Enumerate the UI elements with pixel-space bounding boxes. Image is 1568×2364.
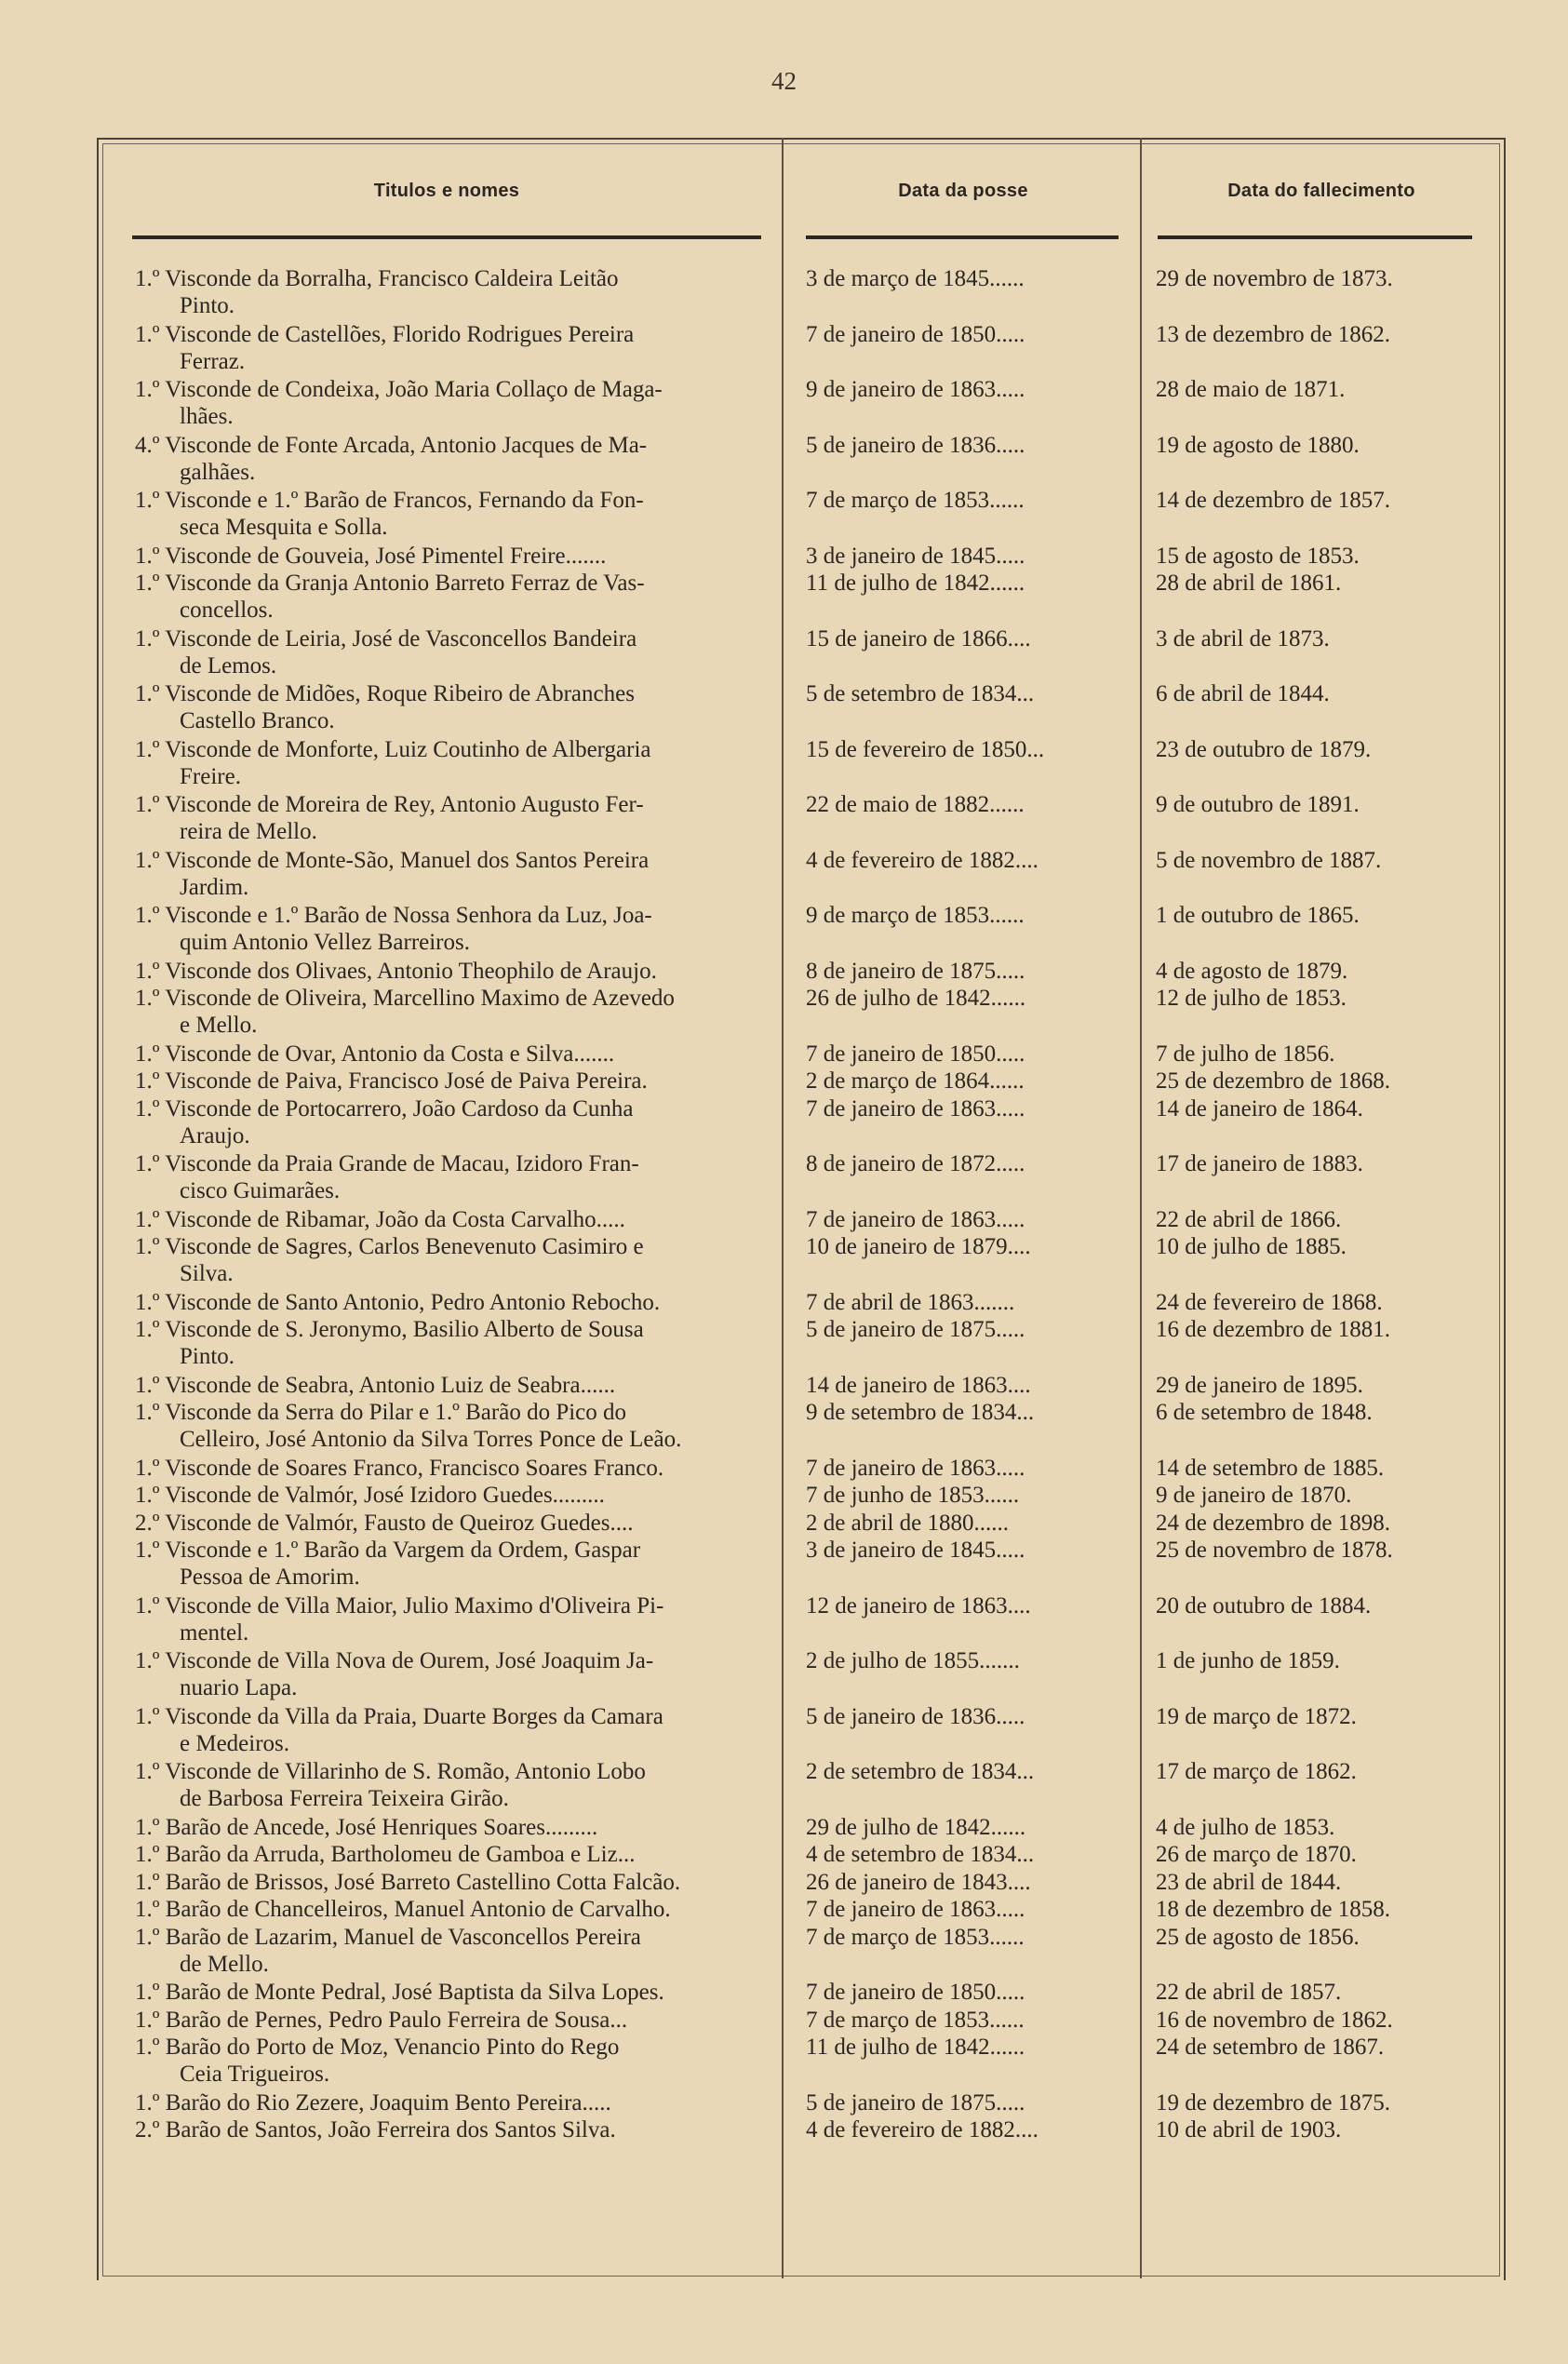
title-name-line2: Pinto. [180, 293, 235, 318]
title-name [135, 1510, 768, 1537]
title-name-line2: Pessoa de Amorim. [180, 1565, 360, 1590]
title-name-line2: Celleiro, José Antonio da Silva Torres Ponce de Leão. [180, 1427, 682, 1452]
title-name [135, 1399, 768, 1453]
title-name [135, 487, 768, 541]
title-name [135, 1647, 768, 1701]
table-row [0, 1896, 1568, 1924]
title-name [135, 902, 768, 956]
date-death: 19 de março de 1872. [1156, 1703, 1357, 1729]
table-row [0, 1814, 1568, 1842]
date-death: 9 de janeiro de 1870. [1156, 1483, 1352, 1508]
title-name [135, 1979, 768, 2006]
date-death: 16 de novembro de 1862. [1156, 2007, 1393, 2033]
header-titles-names: Titulos e nomes [373, 181, 520, 201]
date-posse: 5 de janeiro de 1875..... [806, 2089, 1025, 2116]
title-name-line2: Ferraz. [180, 348, 246, 374]
date-death: 13 de dezembro de 1862. [1156, 321, 1391, 347]
date-death: 3 de abril de 1873. [1156, 625, 1330, 651]
title-name-line1: 1.º Visconde da Villa da Praia, Duarte Borges da Camara [135, 1703, 663, 1729]
date-posse: 11 de julho de 1842...... [806, 571, 1025, 596]
header-rule [1158, 235, 1472, 239]
date-death: 6 de setembro de 1848. [1156, 1400, 1373, 1425]
date-death: 15 de agosto de 1853. [1156, 543, 1360, 569]
title-name [135, 1482, 768, 1509]
date-posse: 7 de janeiro de 1850..... [806, 1980, 1025, 2005]
header-date-posse: Data da posse [898, 181, 1028, 201]
date-death: 10 de abril de 1903. [1156, 2117, 1342, 2142]
date-posse: 5 de janeiro de 1836..... [806, 1703, 1025, 1729]
title-name [135, 1150, 768, 1204]
date-posse: 10 de janeiro de 1879.... [806, 1234, 1031, 1259]
table-row [0, 543, 1568, 571]
date-death: 7 de julho de 1856. [1156, 1041, 1335, 1067]
table-row [0, 1592, 1568, 1648]
date-posse: 8 de janeiro de 1875..... [806, 958, 1025, 984]
title-name-line2: seca Mesquita e Solla. [180, 515, 388, 540]
table-row [0, 2116, 1568, 2144]
title-name [135, 1592, 768, 1646]
title-name [135, 1206, 768, 1233]
title-name [135, 1924, 768, 1978]
date-death: 10 de julho de 1885. [1156, 1234, 1347, 1259]
date-posse: 4 de setembro de 1834... [806, 1842, 1035, 1867]
date-death: 4 de julho de 1853. [1156, 1814, 1335, 1840]
title-name-line1: 1.º Barão do Rio Zezere, Joaquim Bento Pereira..... [135, 2089, 611, 2116]
title-name-line2: Araujo. [180, 1122, 250, 1148]
title-name-line2: concellos. [180, 598, 274, 623]
title-name-line1: 1.º Visconde e 1.º Barão de Nossa Senhora da Luz, Joa- [135, 903, 652, 928]
date-death: 25 de dezembro de 1868. [1156, 1068, 1391, 1094]
table-row [0, 1979, 1568, 2007]
title-name-line1: 1.º Visconde de Santo Antonio, Pedro Antonio Rebocho. [135, 1289, 661, 1315]
title-name [135, 2089, 768, 2116]
date-death: 1 de junho de 1859. [1156, 1648, 1340, 1673]
title-name-line1: 1.º Visconde da Praia Grande de Macau, Izidoro Fran- [135, 1151, 639, 1176]
table-row [0, 1150, 1568, 1206]
title-name-line1: 1.º Visconde de Oliveira, Marcellino Maximo de Azevedo [135, 986, 675, 1011]
title-name-line1: 1.º Barão de Chancelleiros, Manuel Antonio de Carvalho. [135, 1897, 671, 1922]
title-name-line1: 1.º Visconde de Gouveia, José Pimentel Freire....... [135, 543, 607, 569]
title-name-line1: 2.º Barão de Santos, João Ferreira dos Santos Silva. [135, 2117, 616, 2142]
date-death: 28 de maio de 1871. [1156, 377, 1346, 402]
table-row [0, 321, 1568, 377]
table-row [0, 376, 1568, 432]
title-name-line2: Pinto. [180, 1344, 235, 1369]
title-name-line1: 1.º Visconde de Soares Franco, Francisco Soares Franco. [135, 1455, 664, 1481]
table-row [0, 432, 1568, 488]
title-name [135, 265, 768, 319]
title-name-line2: cisco Guimarães. [180, 1178, 341, 1203]
title-name-line1: 2.º Visconde de Valmór, Fausto de Queiroz Guedes.... [135, 1510, 634, 1536]
date-posse: 5 de setembro de 1834... [806, 681, 1035, 706]
title-name-line1: 1.º Barão de Ancede, José Henriques Soares......... [135, 1814, 598, 1840]
date-death: 14 de setembro de 1885. [1156, 1455, 1385, 1481]
date-posse: 2 de setembro de 1834... [806, 1759, 1035, 1784]
date-death: 29 de janeiro de 1895. [1156, 1372, 1363, 1398]
date-posse: 11 de julho de 1842...... [806, 2035, 1025, 2060]
table-row [0, 1482, 1568, 1510]
table-row [0, 1316, 1568, 1372]
date-death: 28 de abril de 1861. [1156, 571, 1342, 596]
date-posse: 7 de junho de 1853...... [806, 1483, 1020, 1508]
title-name-line1: 1.º Visconde de Condeixa, João Maria Collaço de Maga- [135, 377, 663, 402]
date-posse: 22 de maio de 1882...... [806, 792, 1025, 817]
date-death: 9 de outubro de 1891. [1156, 792, 1360, 817]
title-name-line1: 1.º Visconde de Villa Maior, Julio Maximo d'Oliveira Pi- [135, 1592, 664, 1619]
title-name [135, 543, 768, 570]
title-name-line1: 1.º Visconde de Leiria, José de Vasconcellos Bandeira [135, 625, 637, 651]
table-row [0, 791, 1568, 847]
title-name-line1: 1.º Barão de Lazarim, Manuel de Vasconcellos Pereira [135, 1924, 641, 1950]
date-death: 29 de novembro de 1873. [1156, 266, 1393, 291]
title-name [135, 680, 768, 734]
title-name [135, 847, 768, 901]
date-death: 26 de março de 1870. [1156, 1842, 1357, 1867]
date-posse: 9 de setembro de 1834... [806, 1400, 1035, 1425]
title-name-line2: de Lemos. [180, 652, 277, 678]
table-row [0, 1095, 1568, 1151]
date-posse: 7 de março de 1853...... [806, 488, 1025, 513]
header-rule [806, 235, 1119, 239]
title-name [135, 1814, 768, 1841]
date-posse: 7 de abril de 1863....... [806, 1289, 1015, 1315]
table-row [0, 265, 1568, 321]
title-name [135, 2034, 768, 2088]
title-name-line2: nuario Lapa. [180, 1675, 298, 1700]
title-name-line2: e Medeiros. [180, 1730, 290, 1756]
table-row [0, 2034, 1568, 2089]
date-death: 25 de novembro de 1878. [1156, 1538, 1393, 1563]
title-name-line1: 1.º Visconde da Serra do Pilar e 1.º Barão do Pico do [135, 1400, 627, 1425]
title-name-line2: e Mello. [180, 1013, 258, 1038]
title-name-line1: 1.º Visconde e 1.º Barão de Francos, Fernando da Fon- [135, 488, 644, 513]
title-name [135, 1316, 768, 1370]
date-posse: 15 de janeiro de 1866.... [806, 625, 1031, 651]
title-name-line1: 1.º Barão da Arruda, Bartholomeu de Gamboa e Liz... [135, 1842, 636, 1867]
title-name [135, 1896, 768, 1923]
header-date-death: Data do fallecimento [1227, 181, 1415, 201]
title-name-line1: 1.º Visconde dos Olivaes, Antonio Theophilo de Araujo. [135, 958, 657, 984]
date-posse: 5 de janeiro de 1836..... [806, 432, 1025, 458]
table-row [0, 1869, 1568, 1897]
table-row [0, 1068, 1568, 1095]
table-row [0, 1510, 1568, 1538]
date-posse: 3 de janeiro de 1845..... [806, 543, 1025, 569]
title-name [135, 625, 768, 679]
title-name-line2: Silva. [180, 1261, 234, 1286]
date-death: 17 de março de 1862. [1156, 1759, 1357, 1784]
date-posse: 7 de janeiro de 1863..... [806, 1897, 1025, 1922]
title-name [135, 432, 768, 486]
title-name [135, 1095, 768, 1149]
date-posse: 29 de julho de 1842...... [806, 1814, 1026, 1840]
table-row [0, 1289, 1568, 1317]
title-name [135, 736, 768, 790]
title-name [135, 1758, 768, 1812]
date-posse: 7 de janeiro de 1863..... [806, 1095, 1025, 1122]
table-row [0, 1924, 1568, 1980]
title-name-line1: 1.º Visconde de Midões, Roque Ribeiro de Abranches [135, 681, 635, 706]
date-death: 17 de janeiro de 1883. [1156, 1151, 1363, 1176]
title-name-line2: de Mello. [180, 1951, 269, 1977]
date-death: 22 de abril de 1866. [1156, 1206, 1342, 1232]
title-name-line2: reira de Mello. [180, 819, 317, 844]
title-name [135, 321, 768, 375]
title-name-line1: 1.º Visconde da Borralha, Francisco Caldeira Leitão [135, 266, 619, 291]
title-name [135, 1233, 768, 1287]
title-name-line1: 1.º Visconde da Granja Antonio Barreto Ferraz de Vas- [135, 571, 645, 596]
date-posse: 2 de julho de 1855....... [806, 1648, 1020, 1673]
title-name-line1: 1.º Visconde de Castellões, Florido Rodrigues Pereira [135, 321, 635, 347]
title-name-line1: 1.º Visconde de Portocarrero, João Cardoso da Cunha [135, 1095, 634, 1122]
table-row [0, 902, 1568, 958]
title-name [135, 1372, 768, 1399]
title-name-line2: Jardim. [180, 874, 249, 900]
table-row [0, 487, 1568, 543]
date-death: 5 de novembro de 1887. [1156, 847, 1382, 873]
title-name [135, 1455, 768, 1482]
date-posse: 8 de janeiro de 1872..... [806, 1151, 1025, 1176]
date-death: 14 de dezembro de 1857. [1156, 488, 1391, 513]
date-death: 6 de abril de 1844. [1156, 681, 1330, 706]
date-death: 25 de agosto de 1856. [1156, 1924, 1360, 1950]
table-row [0, 680, 1568, 736]
date-posse: 7 de janeiro de 1863..... [806, 1206, 1025, 1232]
date-death: 12 de julho de 1853. [1156, 986, 1347, 1011]
title-name [135, 2116, 768, 2143]
date-death: 19 de agosto de 1880. [1156, 432, 1360, 458]
title-name-line1: 1.º Barão do Porto de Moz, Venancio Pinto do Rego [135, 2035, 620, 2060]
title-name-line1: 1.º Visconde de Seabra, Antonio Luiz de Seabra...... [135, 1372, 616, 1398]
date-posse: 7 de janeiro de 1863..... [806, 1455, 1025, 1481]
title-name [135, 1703, 768, 1757]
table-row [0, 1703, 1568, 1759]
title-name-line1: 1.º Visconde de Moreira de Rey, Antonio Augusto Fer- [135, 792, 644, 817]
table-row [0, 736, 1568, 792]
title-name-line2: quim Antonio Vellez Barreiros. [180, 930, 470, 955]
table-row [0, 1233, 1568, 1289]
title-name [135, 1041, 768, 1068]
table-row [0, 1455, 1568, 1483]
title-name [135, 1869, 768, 1896]
title-name-line1: 1.º Visconde de Monforte, Luiz Coutinho de Albergaria [135, 736, 651, 762]
table-row [0, 1537, 1568, 1592]
date-posse: 7 de março de 1853...... [806, 1924, 1025, 1950]
table-row [0, 625, 1568, 681]
table-row [0, 1399, 1568, 1455]
title-name-line1: 1.º Visconde de Ovar, Antonio da Costa e Silva....... [135, 1041, 615, 1067]
title-name [135, 1537, 768, 1591]
date-posse: 4 de fevereiro de 1882.... [806, 847, 1039, 873]
title-name-line1: 1.º Barão de Pernes, Pedro Paulo Ferreira de Sousa... [135, 2007, 628, 2033]
table-row [0, 1041, 1568, 1068]
title-name-line1: 1.º Visconde de Sagres, Carlos Benevenuto Casimiro e [135, 1234, 644, 1259]
date-death: 16 de dezembro de 1881. [1156, 1317, 1391, 1342]
date-posse: 4 de fevereiro de 1882.... [806, 2117, 1039, 2142]
date-posse: 5 de janeiro de 1875..... [806, 1317, 1025, 1342]
date-death: 23 de outubro de 1879. [1156, 736, 1372, 762]
title-name [135, 376, 768, 430]
date-death: 24 de fevereiro de 1868. [1156, 1289, 1383, 1315]
date-posse: 7 de março de 1853...... [806, 2007, 1025, 2033]
table-row [0, 985, 1568, 1041]
title-name-line1: 1.º Visconde de Villa Nova de Ourem, José Joaquim Ja- [135, 1648, 654, 1673]
date-death: 14 de janeiro de 1864. [1156, 1095, 1363, 1122]
title-name [135, 1841, 768, 1868]
title-name [135, 570, 768, 624]
date-death: 22 de abril de 1857. [1156, 1980, 1342, 2005]
title-name [135, 791, 768, 845]
title-name-line1: 1.º Visconde e 1.º Barão da Vargem da Ordem, Gaspar [135, 1538, 641, 1563]
date-death: 20 de outubro de 1884. [1156, 1592, 1372, 1619]
table-row [0, 1206, 1568, 1234]
title-name-line2: Ceia Trigueiros. [180, 2062, 330, 2087]
table-body [0, 265, 1568, 2144]
title-name [135, 2007, 768, 2034]
title-name-line1: 1.º Visconde de Ribamar, João da Costa Carvalho..... [135, 1206, 625, 1232]
date-death: 24 de setembro de 1867. [1156, 2035, 1385, 2060]
title-name-line1: 1.º Visconde de Paiva, Francisco José de Paiva Pereira. [135, 1068, 648, 1094]
date-posse: 7 de janeiro de 1850..... [806, 1041, 1025, 1067]
date-death: 19 de dezembro de 1875. [1156, 2089, 1391, 2116]
date-posse: 2 de março de 1864...... [806, 1068, 1025, 1094]
title-name [135, 958, 768, 985]
title-name-line1: 1.º Visconde de Villarinho de S. Romão, Antonio Lobo [135, 1759, 646, 1784]
table-row [0, 570, 1568, 625]
date-posse: 7 de janeiro de 1850..... [806, 321, 1025, 347]
title-name [135, 985, 768, 1039]
date-posse: 3 de março de 1845...... [806, 266, 1025, 291]
table-row [0, 2089, 1568, 2117]
table-row [0, 1647, 1568, 1703]
title-name-line1: 1.º Visconde de Monte-São, Manuel dos Santos Pereira [135, 847, 650, 873]
date-posse: 26 de janeiro de 1843.... [806, 1869, 1031, 1895]
table-row [0, 1758, 1568, 1814]
title-name-line1: 1.º Barão de Monte Pedral, José Baptista da Silva Lopes. [135, 1980, 664, 2005]
header-rule [132, 235, 761, 239]
date-death: 24 de dezembro de 1898. [1156, 1510, 1391, 1536]
title-name-line2: Freire. [180, 763, 241, 789]
date-death: 23 de abril de 1844. [1156, 1869, 1342, 1895]
date-death: 4 de agosto de 1879. [1156, 958, 1348, 984]
date-posse: 15 de fevereiro de 1850... [806, 736, 1045, 762]
date-posse: 2 de abril de 1880...... [806, 1510, 1010, 1536]
title-name-line2: lhães. [180, 404, 234, 429]
table-row [0, 1841, 1568, 1869]
title-name-line2: de Barbosa Ferreira Teixeira Girão. [180, 1786, 509, 1811]
table-row [0, 847, 1568, 903]
title-name-line2: galhães. [180, 459, 256, 485]
title-name-line2: Castello Branco. [180, 708, 335, 733]
page-number: 42 [771, 67, 797, 95]
title-name-line1: 4.º Visconde de Fonte Arcada, Antonio Jacques de Ma- [135, 432, 648, 458]
date-posse: 9 de março de 1853...... [806, 903, 1025, 928]
title-name-line2: mentel. [180, 1619, 249, 1645]
table-row [0, 958, 1568, 986]
table-row [0, 1372, 1568, 1400]
title-name-line1: 1.º Visconde de Valmór, José Izidoro Guedes......... [135, 1483, 605, 1508]
title-name-line1: 1.º Barão de Brissos, José Barreto Castellino Cotta Falcão. [135, 1869, 681, 1895]
date-posse: 14 de janeiro de 1863.... [806, 1372, 1031, 1398]
table-row [0, 2007, 1568, 2035]
date-death: 18 de dezembro de 1858. [1156, 1897, 1391, 1922]
date-posse: 9 de janeiro de 1863..... [806, 377, 1025, 402]
date-posse: 3 de janeiro de 1845..... [806, 1538, 1025, 1563]
title-name [135, 1068, 768, 1095]
date-posse: 12 de janeiro de 1863.... [806, 1592, 1031, 1619]
title-name [135, 1289, 768, 1316]
date-posse: 26 de julho de 1842...... [806, 986, 1026, 1011]
title-name-line1: 1.º Visconde de S. Jeronymo, Basilio Alberto de Sousa [135, 1317, 644, 1342]
date-death: 1 de outubro de 1865. [1156, 903, 1360, 928]
